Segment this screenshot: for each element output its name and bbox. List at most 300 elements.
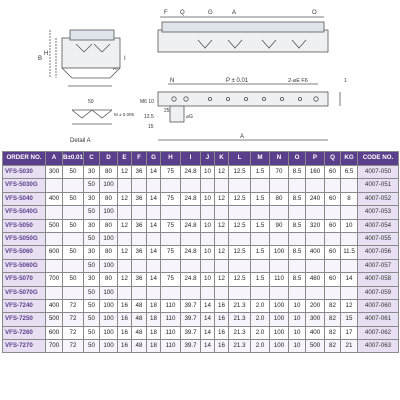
cell-code-no: 4007-061 [358,313,399,326]
cell-o: 8.5 [289,273,306,286]
cell-h: 75 [161,166,181,179]
cell-i: 24.8 [181,166,201,179]
cell-b: 50 [63,166,84,179]
cell-order-no: VFS-5060 [3,246,46,259]
cell-p: 480 [306,273,325,286]
cell-g [147,286,161,299]
cell-q: 60 [325,273,341,286]
cell-g [147,232,161,245]
cell-k [215,179,229,192]
cell-d: 80 [100,192,118,205]
table-row [3,232,399,245]
header-m: M [251,152,270,166]
cell-a: 700 [46,340,63,353]
technical-drawing [0,0,400,150]
label-m6: M6 10 [140,99,154,105]
cell-a [46,206,63,219]
cell-f [132,232,147,245]
cell-a: 300 [46,166,63,179]
cell-o: 10 [289,326,306,339]
header-k: K [215,152,229,166]
cell-e [118,286,132,299]
cell-g [147,206,161,219]
label-dia-g: ⌀G [186,114,193,120]
table-row [3,299,399,312]
cell-n: 100 [270,340,289,353]
cell-i [181,286,201,299]
cell-d: 100 [100,179,118,192]
cell-g: 18 [147,299,161,312]
cell-d: 100 [100,326,118,339]
cell-c: 50 [84,340,100,353]
cell-d: 100 [100,299,118,312]
cell-g: 14 [147,166,161,179]
header-p: P [306,152,325,166]
cell-j [201,206,215,219]
cell-kg: 17 [341,326,358,339]
cell-code-no: 4007-057 [358,259,399,272]
cell-l: 21.3 [229,313,251,326]
header-f: F [132,152,147,166]
cell-order-no: VFS-5040G [3,206,46,219]
label-p: P ± 0.01 [226,78,249,84]
cell-kg: 12 [341,299,358,312]
table-row [3,326,399,339]
cell-f [132,259,147,272]
table-header-row [3,152,399,166]
cell-l: 21.3 [229,340,251,353]
cell-n: 100 [270,313,289,326]
cell-b: 72 [63,326,84,339]
cell-a [46,232,63,245]
cell-d: 80 [100,219,118,232]
cell-e: 16 [118,326,132,339]
cell-d: 80 [100,246,118,259]
cell-code-no: 4007-058 [358,273,399,286]
cell-h: 75 [161,219,181,232]
cell-c: 30 [84,192,100,205]
cell-l [229,259,251,272]
detail-a-view [72,110,112,124]
cell-order-no: VFS-5030 [3,166,46,179]
cell-o: 8.5 [289,166,306,179]
header-a: A [46,152,63,166]
cell-o [289,179,306,192]
cell-e: 12 [118,192,132,205]
table-row [3,259,399,272]
cell-p [306,259,325,272]
cell-j: 10 [201,219,215,232]
cell-e: 12 [118,219,132,232]
cell-code-no: 4007-050 [358,166,399,179]
header-e: E [118,152,132,166]
cell-e: 16 [118,340,132,353]
cell-e: 16 [118,299,132,312]
cell-g: 14 [147,273,161,286]
cell-q [325,179,341,192]
cell-c: 50 [84,206,100,219]
cell-m: 1.5 [251,246,270,259]
cell-l [229,179,251,192]
cell-b: 50 [63,192,84,205]
cell-h: 110 [161,326,181,339]
cell-h [161,206,181,219]
cell-j: 10 [201,166,215,179]
cell-k: 16 [215,313,229,326]
cell-c: 30 [84,219,100,232]
cell-k: 16 [215,326,229,339]
cell-m: 1.5 [251,273,270,286]
cell-j [201,259,215,272]
cell-kg: 14 [341,273,358,286]
cell-f: 36 [132,273,147,286]
cell-p: 400 [306,246,325,259]
cell-order-no: VFS-7270 [3,340,46,353]
cell-n: 90 [270,219,289,232]
cell-order-no: VFS-5070G [3,286,46,299]
cell-order-no: VFS-5050G [3,232,46,245]
cell-j: 14 [201,340,215,353]
table-row [3,273,399,286]
label-g-top: G [208,10,213,16]
table-row [3,166,399,179]
cell-i: 24.8 [181,246,201,259]
table-body [3,166,399,353]
cell-k: 16 [215,340,229,353]
cell-e [118,206,132,219]
cell-e: 16 [118,313,132,326]
cell-o: 8.5 [289,219,306,232]
cell-h [161,286,181,299]
cell-h: 110 [161,313,181,326]
cell-p: 400 [306,326,325,339]
cell-n [270,286,289,299]
cell-i [181,232,201,245]
cell-k [215,206,229,219]
cell-j: 14 [201,313,215,326]
cell-b: 72 [63,313,84,326]
cell-n [270,206,289,219]
header-c: C [84,152,100,166]
cell-kg: 15 [341,313,358,326]
cell-b [63,232,84,245]
cell-l [229,232,251,245]
cell-a [46,286,63,299]
cell-p: 320 [306,219,325,232]
cell-g: 18 [147,326,161,339]
cell-c: 50 [84,232,100,245]
cell-i: 39.7 [181,299,201,312]
cell-kg: 6.5 [341,166,358,179]
cell-i: 24.8 [181,219,201,232]
cell-k: 16 [215,299,229,312]
cell-f: 48 [132,326,147,339]
cell-h: 75 [161,192,181,205]
cell-code-no: 4007-060 [358,299,399,312]
cell-p: 240 [306,192,325,205]
label-1: 1 [344,78,347,84]
cell-l: 12.5 [229,246,251,259]
cell-g: 18 [147,313,161,326]
cell-c: 50 [84,179,100,192]
cell-b [63,206,84,219]
cell-n: 100 [270,299,289,312]
header-b: B±0.01 [63,152,84,166]
cell-j [201,232,215,245]
label-12-5: 12.5 [144,114,154,120]
cell-o [289,206,306,219]
cell-j [201,286,215,299]
cell-order-no: VFS-5050 [3,219,46,232]
cell-d: 100 [100,206,118,219]
cell-f: 36 [132,219,147,232]
cell-o: 8.5 [289,192,306,205]
cell-a: 600 [46,326,63,339]
cell-m: 2.0 [251,326,270,339]
cell-h: 75 [161,273,181,286]
cell-e: 12 [118,166,132,179]
cell-d: 100 [100,313,118,326]
cell-o: 8.5 [289,246,306,259]
cell-p: 200 [306,299,325,312]
cell-n: 80 [270,192,289,205]
cell-e: 12 [118,273,132,286]
cell-kg: 10 [341,219,358,232]
cell-i: 24.8 [181,273,201,286]
cell-code-no: 4007-063 [358,340,399,353]
cell-b [63,286,84,299]
cell-kg: 21 [341,340,358,353]
cell-order-no: VFS-7260 [3,326,46,339]
cell-order-no: VFS-5070 [3,273,46,286]
label-50: 50 [88,99,94,105]
cell-g [147,179,161,192]
table-row [3,206,399,219]
cell-d: 80 [100,273,118,286]
cell-kg: 11.5 [341,246,358,259]
header-order-no: ORDER NO. [3,152,46,166]
cell-g: 14 [147,192,161,205]
label-25: 25 [164,108,170,114]
side-view [158,17,328,52]
cell-a: 500 [46,219,63,232]
cell-c: 30 [84,273,100,286]
cell-f: 48 [132,313,147,326]
cell-h: 110 [161,299,181,312]
cell-l: 12.5 [229,219,251,232]
cell-j: 10 [201,246,215,259]
header-code-no: CODE NO. [358,152,399,166]
cell-l: 21.3 [229,299,251,312]
label-b: B [38,56,43,62]
cell-m [251,206,270,219]
cell-a [46,179,63,192]
cell-o: 10 [289,340,306,353]
cell-q [325,206,341,219]
label-o: O [312,10,317,16]
label-q: Q [180,10,185,16]
cell-d: 100 [100,232,118,245]
header-j: J [201,152,215,166]
cell-i: 39.7 [181,326,201,339]
plan-view [158,84,340,140]
cell-m: 1.5 [251,219,270,232]
cell-code-no: 4007-052 [358,192,399,205]
cell-c: 50 [84,259,100,272]
cell-a: 700 [46,273,63,286]
cell-kg [341,179,358,192]
cell-n [270,259,289,272]
cell-a: 600 [46,246,63,259]
header-l: L [229,152,251,166]
header-kg: KG [341,152,358,166]
label-h7: H7 [113,66,119,71]
cell-p: 160 [306,166,325,179]
cell-q [325,232,341,245]
label-f: F [164,10,168,16]
cell-code-no: 4007-062 [358,326,399,339]
header-i: I [181,152,201,166]
cell-h: 110 [161,340,181,353]
cell-p [306,286,325,299]
cell-order-no: VFS-7250 [3,313,46,326]
cell-k: 12 [215,219,229,232]
cell-kg [341,206,358,219]
cell-i: 39.7 [181,340,201,353]
cell-l [229,286,251,299]
cell-code-no: 4007-056 [358,246,399,259]
label-15: 15 [148,124,154,130]
cell-q: 60 [325,219,341,232]
cell-f: 48 [132,340,147,353]
cell-m [251,259,270,272]
cell-f: 36 [132,192,147,205]
cell-b: 50 [63,219,84,232]
cell-q: 82 [325,340,341,353]
end-view [50,30,120,86]
cell-q [325,286,341,299]
header-n: N [270,152,289,166]
cell-f [132,179,147,192]
cell-n: 100 [270,246,289,259]
cell-q: 82 [325,326,341,339]
table-row [3,246,399,259]
cell-e [118,259,132,272]
cell-f: 36 [132,246,147,259]
cell-b [63,259,84,272]
cell-f [132,206,147,219]
label-i: I [124,56,126,62]
cell-k [215,259,229,272]
cell-p [306,179,325,192]
cell-q: 60 [325,166,341,179]
cell-o [289,259,306,272]
cell-i: 24.8 [181,192,201,205]
cell-k: 12 [215,273,229,286]
cell-l: 12.5 [229,192,251,205]
cell-g [147,259,161,272]
cell-kg: 8 [341,192,358,205]
cell-i [181,206,201,219]
cell-k [215,286,229,299]
cell-c: 50 [84,286,100,299]
cell-l: 12.5 [229,273,251,286]
label-a-bottom: A [240,134,245,140]
cell-q: 60 [325,192,341,205]
cell-h [161,179,181,192]
cell-p: 500 [306,340,325,353]
cell-q: 60 [325,246,341,259]
cell-a [46,259,63,272]
cell-b: 72 [63,340,84,353]
cell-n [270,179,289,192]
cell-h [161,259,181,272]
cell-d: 100 [100,259,118,272]
label-h: H [44,51,49,57]
label-detail-a: Detail A [70,138,91,144]
cell-order-no: VFS-5060G [3,259,46,272]
label-2e: 2-⌀E F6 [288,78,308,84]
cell-j [201,179,215,192]
cell-n: 110 [270,273,289,286]
cell-code-no: 4007-055 [358,232,399,245]
cell-b [63,179,84,192]
cell-c: 50 [84,299,100,312]
cell-g: 14 [147,246,161,259]
cell-n [270,232,289,245]
cell-m [251,179,270,192]
header-o: O [289,152,306,166]
cell-o [289,286,306,299]
cell-h: 75 [161,246,181,259]
cell-q: 82 [325,313,341,326]
cell-a: 500 [46,313,63,326]
cell-j: 10 [201,192,215,205]
cell-c: 50 [84,326,100,339]
table-row [3,286,399,299]
cell-p: 300 [306,313,325,326]
cell-e [118,232,132,245]
cell-a: 400 [46,192,63,205]
cell-m: 2.0 [251,313,270,326]
cell-code-no: 4007-053 [358,206,399,219]
cell-n: 100 [270,326,289,339]
cell-i: 39.7 [181,313,201,326]
header-d: D [100,152,118,166]
cell-i [181,179,201,192]
cell-k: 12 [215,166,229,179]
cell-order-no: VFS-5040 [3,192,46,205]
cell-e: 12 [118,246,132,259]
cell-order-no: VFS-5030G [3,179,46,192]
cell-f [132,286,147,299]
cell-d: 80 [100,166,118,179]
cell-m: 2.0 [251,340,270,353]
table-row [3,219,399,232]
cell-m [251,232,270,245]
cell-p [306,206,325,219]
table-row [3,340,399,353]
cell-g: 14 [147,219,161,232]
cell-b: 72 [63,299,84,312]
cell-l: 21.3 [229,326,251,339]
cell-k: 12 [215,192,229,205]
cell-f: 48 [132,299,147,312]
cell-m: 1.5 [251,192,270,205]
cell-o: 10 [289,299,306,312]
cell-a: 400 [46,299,63,312]
cell-m [251,286,270,299]
